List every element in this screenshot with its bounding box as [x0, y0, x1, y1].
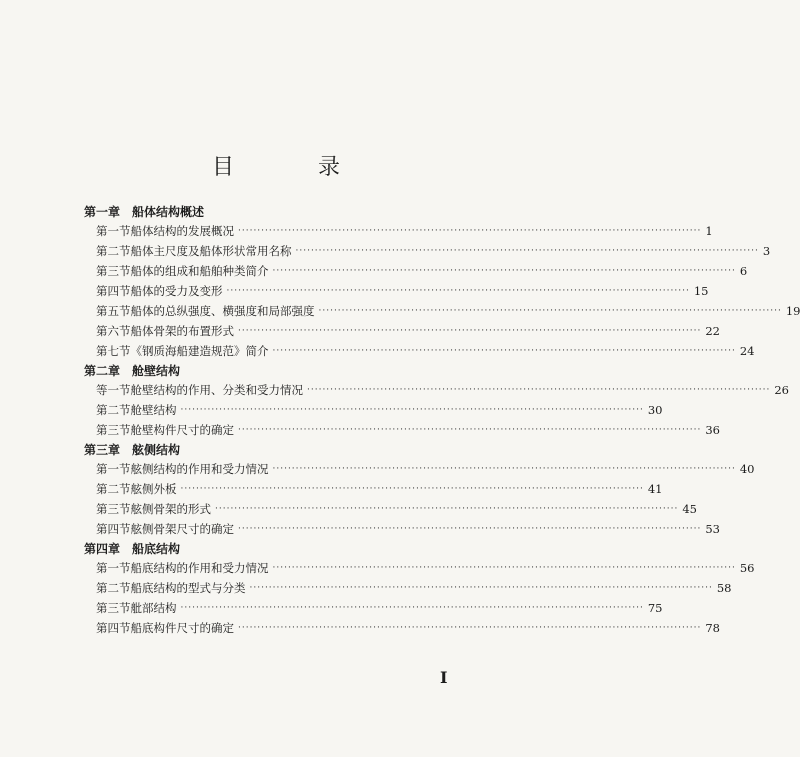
- dot-leader: ························································································································: [249, 583, 713, 593]
- chapter-heading: [84, 202, 464, 221]
- toc-entry[interactable]: [84, 618, 720, 638]
- dot-leader: ························································································································: [180, 603, 644, 613]
- toc-entry[interactable]: [84, 598, 663, 618]
- chapter-title: 舷侧结构: [132, 443, 181, 457]
- chapter-heading: [84, 539, 464, 558]
- section-title: 船底结构的型式与分类: [130, 581, 246, 595]
- section-number: 第四节: [96, 284, 131, 298]
- dot-leader: ························································································································: [307, 385, 771, 395]
- toc-entry[interactable]: [84, 380, 789, 400]
- toc-entry[interactable]: [84, 341, 755, 361]
- section-page-number: 24: [739, 344, 755, 358]
- dot-leader: ························································································································: [238, 425, 702, 435]
- section-page-number: 30: [647, 403, 663, 417]
- section-number: 第四节: [96, 621, 131, 635]
- section-number: 第二节: [96, 581, 131, 595]
- section-title: 舷侧结构的作用和受力情况: [130, 462, 269, 476]
- dot-leader: ························································································································: [272, 464, 736, 474]
- dot-leader: ························································································································: [238, 623, 702, 633]
- section-page-number: 53: [705, 522, 720, 536]
- section-page-number: 56: [739, 561, 755, 575]
- toc-entry[interactable]: [84, 281, 709, 301]
- section-number: 第七节: [96, 344, 131, 358]
- section-title: 舱壁构件尺寸的确定: [130, 423, 234, 437]
- section-number: 第一节: [96, 462, 131, 476]
- section-number: 第三节: [96, 423, 131, 437]
- section-page-number: 26: [774, 383, 789, 397]
- toc-entry[interactable]: [84, 519, 720, 539]
- section-title: 船体的组成和船舶种类简介: [130, 264, 269, 278]
- chapter-title: 船底结构: [132, 542, 181, 556]
- section-number: 第三节: [96, 264, 131, 278]
- dot-leader: ························································································································: [272, 266, 736, 276]
- toc-entry[interactable]: [84, 558, 755, 578]
- chapter-number: 第二章: [84, 364, 121, 378]
- toc-entry[interactable]: [84, 261, 748, 281]
- section-number: 第一节: [96, 224, 131, 238]
- section-page-number: 6: [739, 264, 748, 278]
- section-title: 船底结构的作用和受力情况: [130, 561, 269, 575]
- chapter-number: 第三章: [84, 443, 121, 457]
- dot-leader: ························································································································: [238, 326, 702, 336]
- section-title: 舱壁结构的作用、分类和受力情况: [130, 383, 303, 397]
- dot-leader: ························································································································: [180, 484, 644, 494]
- title-char-2: 录: [318, 155, 341, 180]
- toc-entry[interactable]: [84, 400, 663, 420]
- section-number: 第六节: [96, 324, 131, 338]
- dot-leader: ························································································································: [295, 246, 759, 256]
- toc-entry[interactable]: [84, 499, 697, 519]
- section-page-number: 58: [716, 581, 732, 595]
- dot-leader: ························································································································: [226, 286, 690, 296]
- toc-entry[interactable]: [84, 301, 800, 321]
- table-of-contents: [84, 202, 800, 638]
- chapter-heading: [84, 440, 464, 459]
- section-number: 第二节: [96, 403, 131, 417]
- toc-entry[interactable]: [84, 459, 755, 479]
- section-number: 第二节: [96, 244, 131, 258]
- section-title: 舷侧骨架的形式: [130, 502, 211, 516]
- section-number: 第三节: [96, 601, 131, 615]
- section-title: 船底构件尺寸的确定: [130, 621, 234, 635]
- page-number: I: [440, 668, 448, 687]
- section-title: 舷侧骨架尺寸的确定: [130, 522, 234, 536]
- section-page-number: 1: [705, 224, 713, 238]
- section-title: 船体的受力及变形: [130, 284, 223, 298]
- section-title: 船体结构的发展概况: [130, 224, 234, 238]
- section-page-number: 36: [705, 423, 720, 437]
- chapter-number: 第一章: [84, 205, 121, 219]
- section-page-number: 15: [693, 284, 709, 298]
- toc-entry[interactable]: [84, 221, 713, 241]
- toc-entry[interactable]: [84, 321, 720, 341]
- section-title: 船体主尺度及船体形状常用名称: [130, 244, 292, 258]
- section-page-number: 40: [739, 462, 755, 476]
- dot-leader: ························································································································: [238, 524, 702, 534]
- section-page-number: 41: [647, 482, 663, 496]
- toc-entry[interactable]: [84, 241, 771, 261]
- toc-entry[interactable]: [84, 420, 720, 440]
- dot-leader: ························································································································: [180, 405, 644, 415]
- toc-entry[interactable]: [84, 578, 732, 598]
- section-page-number: 78: [705, 621, 720, 635]
- section-title: 《钢质海船建造规范》简介: [130, 344, 269, 358]
- section-number: 第三节: [96, 502, 131, 516]
- section-title: 船体的总纵强度、横强度和局部强度: [130, 304, 315, 318]
- section-page-number: 19: [785, 304, 800, 318]
- section-page-number: 75: [647, 601, 663, 615]
- section-title: 舱壁结构: [130, 403, 177, 417]
- chapter-title: 舱壁结构: [132, 364, 181, 378]
- chapter-heading: [84, 361, 464, 380]
- chapter-number: 第四章: [84, 542, 121, 556]
- dot-leader: ························································································································: [238, 226, 702, 236]
- title-char-1: 目: [212, 155, 235, 180]
- section-number: 等一节: [96, 383, 131, 397]
- section-number: 第四节: [96, 522, 131, 536]
- dot-leader: ························································································································: [215, 504, 679, 514]
- section-title: 船体骨架的布置形式: [130, 324, 234, 338]
- section-title: 舷侧外板: [130, 482, 177, 496]
- toc-entry[interactable]: [84, 479, 663, 499]
- section-page-number: 3: [762, 244, 771, 258]
- dot-leader: ························································································································: [272, 346, 736, 356]
- section-page-number: 45: [682, 502, 697, 516]
- section-title: 舭部结构: [130, 601, 177, 615]
- chapter-title: 船体结构概述: [132, 205, 205, 219]
- dot-leader: ························································································································: [272, 563, 736, 573]
- section-number: 第二节: [96, 482, 131, 496]
- section-page-number: 22: [705, 324, 720, 338]
- section-number: 第一节: [96, 561, 131, 575]
- section-number: 第五节: [96, 304, 131, 318]
- dot-leader: ························································································································: [318, 306, 782, 316]
